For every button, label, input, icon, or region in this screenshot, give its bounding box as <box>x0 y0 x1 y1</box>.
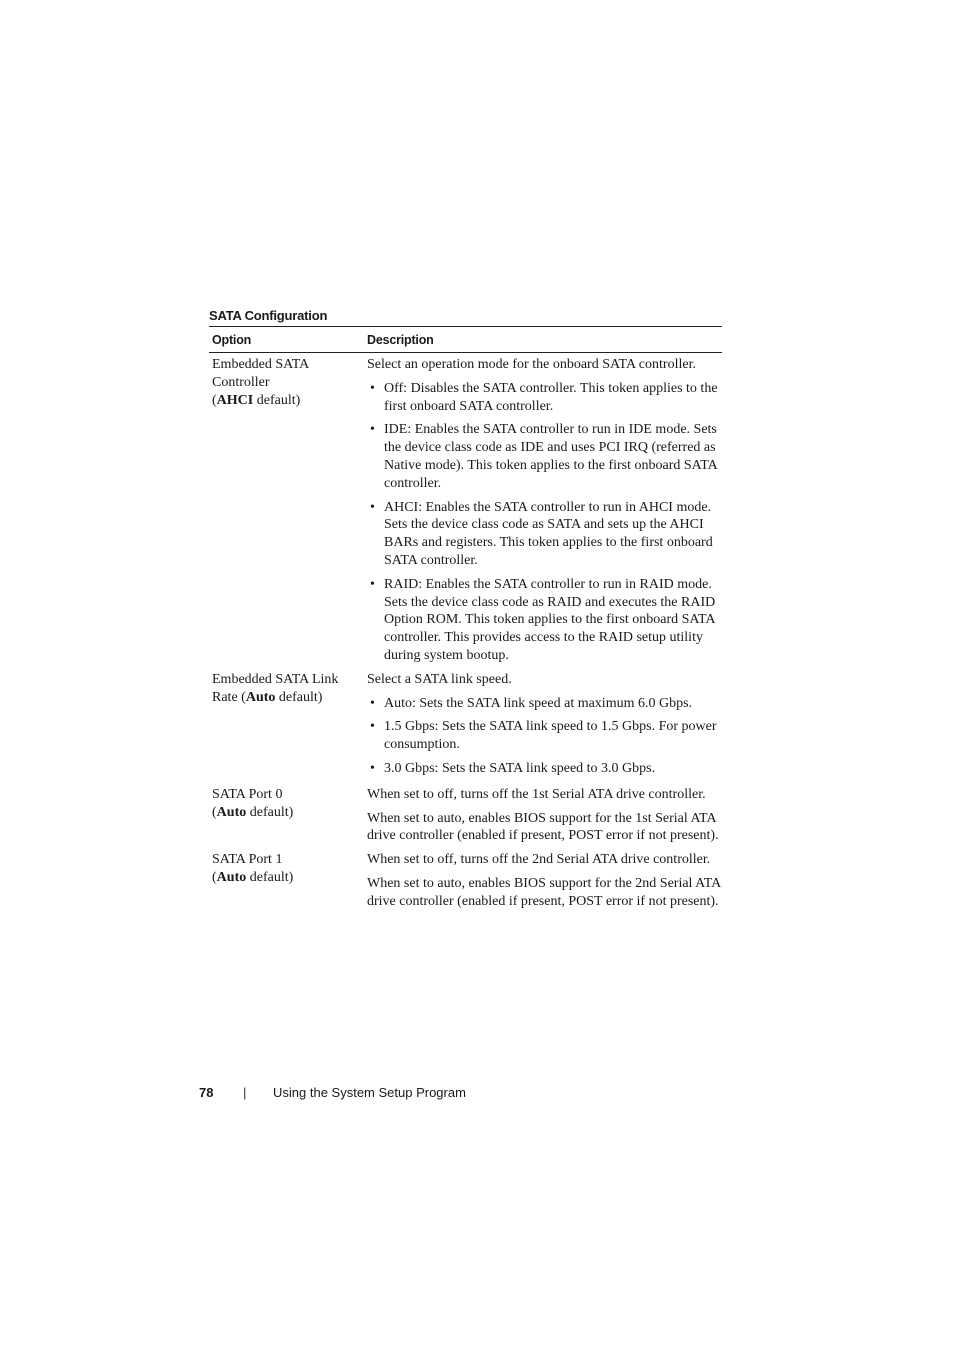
list-item: • AHCI: Enables the SATA controller to run in AHCI mode. Sets the device class code as SATA and sets up the AHCI BARs and registers. This token applies to the first onboard SATA controller. <box>367 499 722 570</box>
option-label: SATA Port 1 <box>212 852 283 868</box>
header-option: Option <box>212 332 252 347</box>
option-default-value: AHCI <box>216 392 254 408</box>
option-default-prefix: ( <box>212 804 217 820</box>
description-paragraph: When set to auto, enables BIOS support for the 1st Serial ATA drive controller (enabled if present, POST error if not present). <box>367 810 719 844</box>
option-cell <box>209 851 364 916</box>
table-row-sata-port-1 <box>209 851 722 916</box>
description-cell <box>364 671 722 784</box>
option-default-suffix: default) <box>246 804 294 820</box>
option-name <box>212 671 364 707</box>
table-row-embedded-sata-controller <box>209 353 722 671</box>
page-number: 78 <box>199 1085 214 1100</box>
option-name <box>212 786 364 822</box>
header-description: Description <box>367 332 434 347</box>
option-default-prefix: ( <box>212 869 217 885</box>
sata-configuration-table <box>209 326 722 917</box>
description-intro: Select an operation mode for the onboard SATA controller. <box>367 357 696 372</box>
description-paragraph: When set to off, turns off the 1st Serial ATA drive controller. <box>367 786 706 802</box>
list-item: • RAID: Enables the SATA controller to run in RAID mode. Sets the device class code as RAID and executes the RAID Option ROM. This token applies to the first onboard SATA controller. This provides access to the RAID setup utility during system bootup. <box>367 576 722 665</box>
option-cell <box>209 671 364 784</box>
description-paragraph: When set to auto, enables BIOS support for the 2nd Serial ATA drive controller (enabled if present, POST error if not present). <box>367 875 721 909</box>
list-item: • Auto: Sets the SATA link speed at maximum 6.0 Gbps. <box>367 695 722 713</box>
option-name <box>212 356 336 409</box>
list-item: • 1.5 Gbps: Sets the SATA link speed to 1.5 Gbps. For power consumption. <box>367 718 722 754</box>
option-label: Embedded SATA Controller <box>212 357 309 390</box>
description-paragraph: When set to off, turns off the 2nd Serial ATA drive controller. <box>367 852 711 868</box>
description-cell <box>364 786 722 851</box>
table-title: SATA Configuration <box>209 308 328 323</box>
option-cell <box>209 786 364 851</box>
description-cell <box>364 356 722 671</box>
list-item: • 3.0 Gbps: Sets the SATA link speed to 3.0 Gbps. <box>367 760 722 778</box>
option-name <box>212 851 364 887</box>
description-cell <box>364 851 722 916</box>
table-row-embedded-sata-link-rate <box>209 671 722 784</box>
table-header-row <box>209 326 722 353</box>
bullet-list <box>367 380 722 665</box>
footer-section-title: Using the System Setup Program <box>273 1085 466 1100</box>
table-row-sata-port-0 <box>209 784 722 851</box>
option-default-suffix: default) <box>253 392 301 408</box>
option-default-value: Auto <box>216 869 247 885</box>
option-default-prefix: ( <box>237 689 246 705</box>
list-item: • IDE: Enables the SATA controller to run in IDE mode. Sets the device class code as IDE and uses PCI IRQ (referred as Native mode). This token applies to the first onboard SATA controller. <box>367 421 722 492</box>
footer-separator: | <box>243 1085 247 1100</box>
page-footer <box>199 1084 466 1102</box>
option-default-value: Auto <box>245 689 276 705</box>
option-label: Embedded SATA Link Rate <box>212 671 339 705</box>
option-label: SATA Port 0 <box>212 786 283 802</box>
option-cell <box>209 356 364 671</box>
description-intro: Select a SATA link speed. <box>367 671 512 687</box>
option-default-value: Auto <box>216 804 247 820</box>
option-default-suffix: default) <box>275 689 323 705</box>
list-item: • Off: Disables the SATA controller. This token applies to the first onboard SATA controller. <box>367 380 722 416</box>
option-default-prefix: ( <box>212 392 217 408</box>
option-default-suffix: default) <box>246 869 294 885</box>
bullet-list <box>367 695 722 778</box>
